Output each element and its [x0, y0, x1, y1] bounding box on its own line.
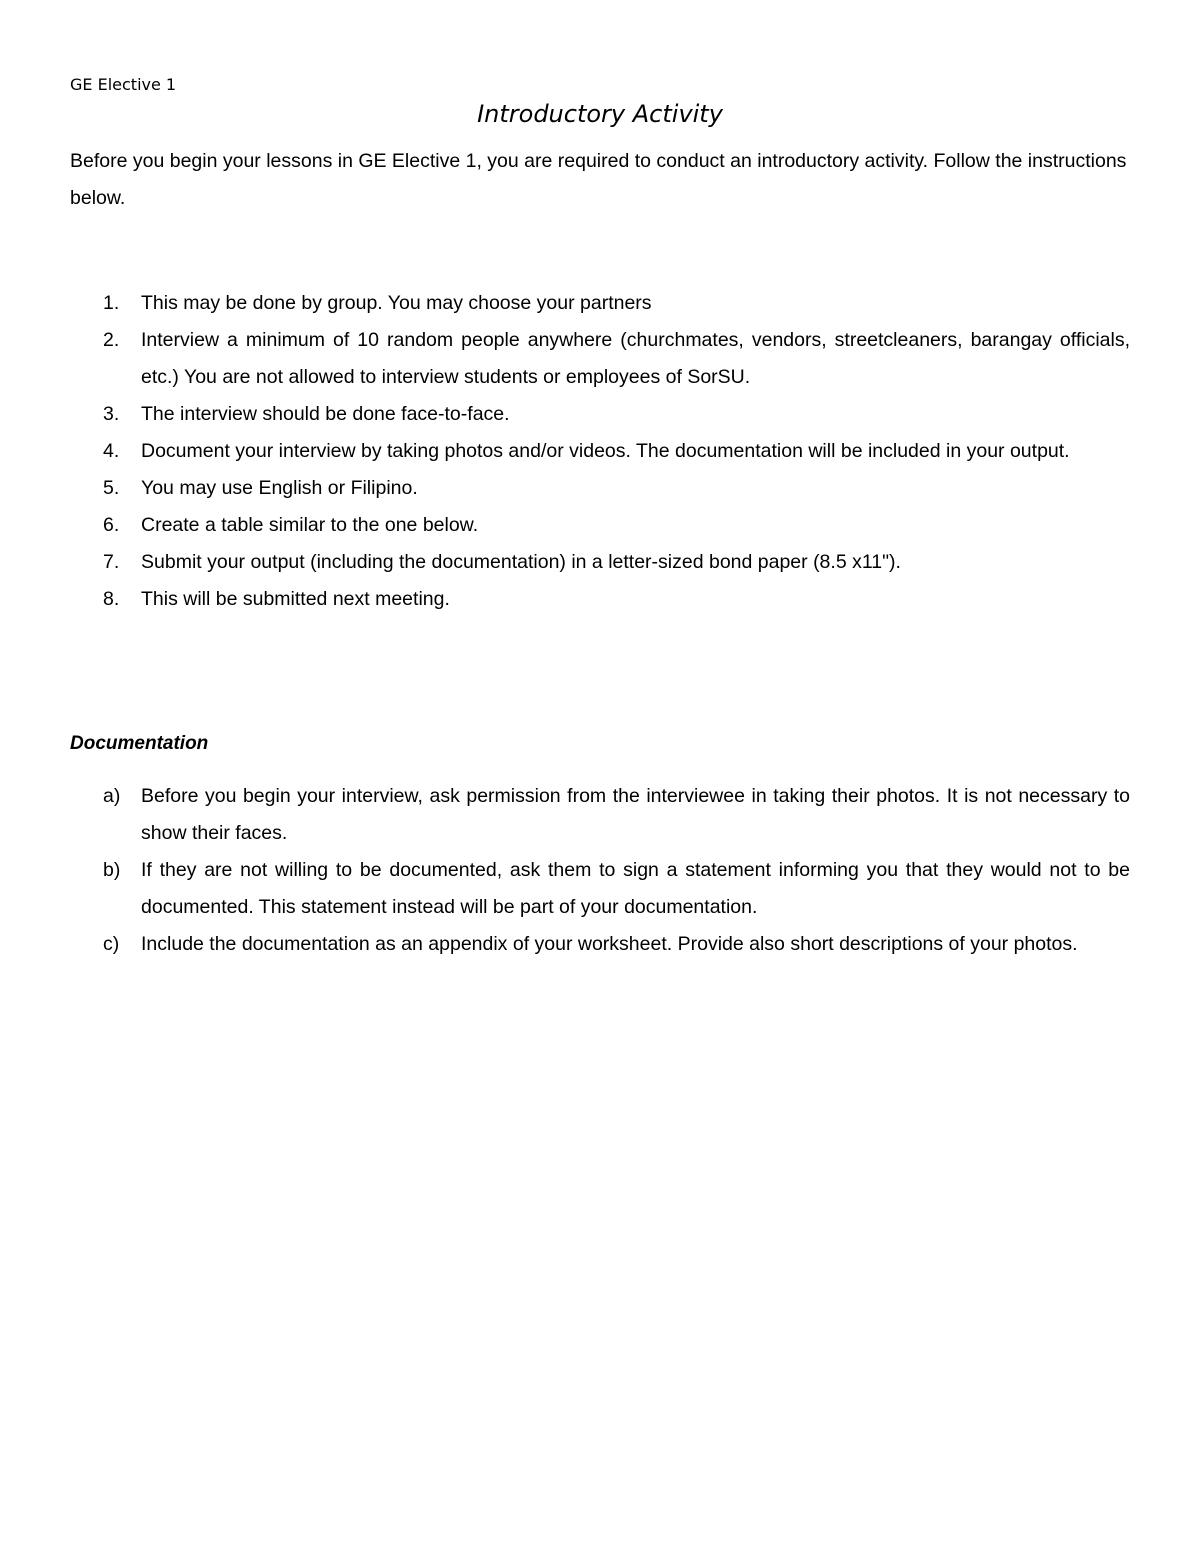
instruction-text: Interview a minimum of 10 random people anywhere (churchmates, vendors, streetcleaners, barangay officials, etc.) You are not allowed to interview students or employees of SorSU. [141, 329, 1130, 388]
list-marker: b) [103, 859, 121, 881]
instruction-item [70, 433, 1130, 470]
page-title: Introductory Activity [477, 100, 723, 128]
instruction-item [70, 285, 1130, 322]
instruction-text: Submit your output (including the documentation) in a letter-sized bond paper (8.5 x11"). [141, 551, 901, 573]
documentation-heading: Documentation [70, 733, 209, 754]
list-marker: 2. [103, 329, 120, 351]
list-marker: 5. [103, 477, 120, 499]
course-label: GE Elective 1 [70, 75, 177, 94]
list-marker: 4. [103, 440, 120, 462]
instruction-text: Document your interview by taking photos and/or videos. The documentation will be included in your output. [141, 440, 1070, 462]
instruction-text: This will be submitted next meeting. [141, 588, 450, 610]
documentation-item [70, 852, 1130, 926]
instruction-text: This may be done by group. You may choose your partners [141, 292, 652, 314]
list-marker: 6. [103, 514, 120, 536]
documentation-item [70, 778, 1130, 852]
instruction-item [70, 507, 1130, 544]
instructions-list [70, 285, 1130, 618]
documentation-list [70, 778, 1130, 963]
instruction-text: The interview should be done face-to-face. [141, 403, 510, 425]
intro-paragraph: Before you begin your lessons in GE Elective 1, you are required to conduct an introductory activity. Follow the instructions below. [70, 150, 1127, 209]
documentation-item [70, 926, 1130, 963]
list-marker: c) [103, 933, 120, 955]
instruction-item [70, 396, 1130, 433]
instruction-item [70, 544, 1130, 581]
list-marker: a) [103, 785, 121, 807]
list-marker: 8. [103, 588, 120, 610]
documentation-text: Before you begin your interview, ask permission from the interviewee in taking their photos. It is not necessary to show their faces. [141, 785, 1130, 844]
instruction-text: Create a table similar to the one below. [141, 514, 479, 536]
instruction-text: You may use English or Filipino. [141, 477, 418, 499]
instruction-item [70, 470, 1130, 507]
list-marker: 7. [103, 551, 120, 573]
list-marker: 1. [103, 292, 120, 314]
instruction-item [70, 322, 1130, 396]
instruction-item [70, 581, 1130, 618]
documentation-text: If they are not willing to be documented, ask them to sign a statement informing you that they would not to be documented. This statement instead will be part of your documentation. [141, 859, 1130, 918]
list-marker: 3. [103, 403, 120, 425]
documentation-text: Include the documentation as an appendix of your worksheet. Provide also short descriptions of your photos. [141, 933, 1078, 955]
